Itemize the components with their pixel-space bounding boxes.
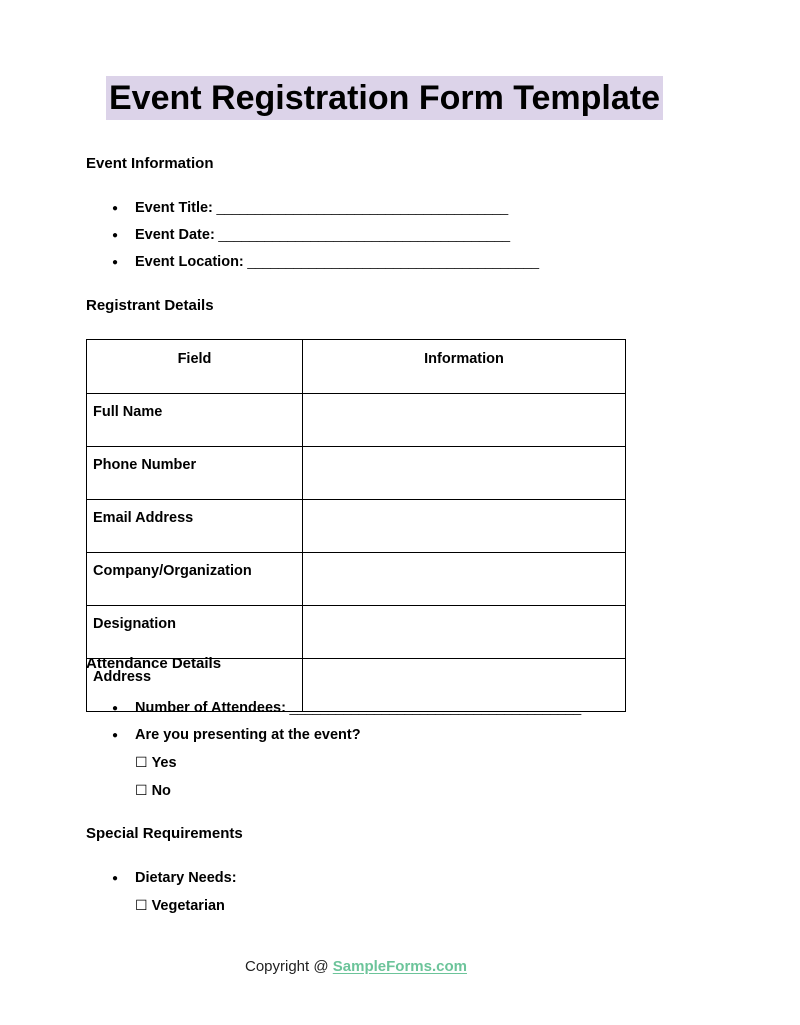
checkbox-option-no[interactable] (112, 777, 581, 805)
fill-line[interactable]: ______________________________________ (212, 200, 508, 216)
copyright-text: Copyright @ (245, 958, 333, 975)
checkbox-icon[interactable]: ☐ (135, 782, 148, 798)
checkbox-label: No (151, 783, 171, 799)
field-label: Event Location: (135, 254, 244, 270)
footer (0, 956, 800, 978)
table-cell-field: Address (87, 659, 303, 712)
list-item (112, 249, 539, 276)
section-heading-event-information: Event Information (86, 155, 214, 172)
fill-line[interactable]: ______________________________________ (243, 254, 539, 270)
column-header-field: Field (87, 340, 303, 394)
special-requirements-list (112, 865, 237, 920)
attendance-details-list (112, 695, 581, 805)
table-cell-information[interactable] (303, 606, 626, 659)
table-row (87, 553, 626, 606)
checkbox-label: Yes (151, 755, 177, 771)
checkbox-icon[interactable]: ☐ (135, 754, 148, 770)
section-heading-registrant-details: Registrant Details (86, 297, 214, 314)
table-header-row (87, 340, 626, 394)
list-item (112, 195, 539, 222)
table-cell-field: Phone Number (87, 447, 303, 500)
table-cell-field: Full Name (87, 394, 303, 447)
table-row (87, 394, 626, 447)
table-cell-field: Email Address (87, 500, 303, 553)
field-label: Are you presenting at the event? (135, 727, 361, 743)
checkbox-icon[interactable]: ☐ (135, 897, 148, 913)
table-cell-information[interactable] (303, 447, 626, 500)
list-item (112, 722, 581, 749)
table-cell-information[interactable] (303, 394, 626, 447)
fill-line[interactable]: ______________________________________ (214, 227, 510, 243)
list-item (112, 695, 581, 722)
field-label: Dietary Needs: (135, 870, 237, 886)
section-heading-attendance-details: Attendance Details (86, 655, 222, 672)
field-label: Event Date: (135, 227, 215, 243)
checkbox-option-vegetarian[interactable] (112, 892, 237, 920)
table-row (87, 606, 626, 659)
list-item (112, 865, 237, 892)
sampleforms-link[interactable]: SampleForms.com (332, 958, 467, 975)
table-cell-field: Designation (87, 606, 303, 659)
column-header-information: Information (303, 340, 626, 394)
checkbox-label: Vegetarian (151, 898, 225, 914)
table-cell-field: Company/Organization (87, 553, 303, 606)
section-heading-special-requirements: Special Requirements (86, 825, 243, 842)
list-item (112, 222, 539, 249)
field-label: Event Title: (135, 200, 213, 216)
table-row (87, 500, 626, 553)
checkbox-option-yes[interactable] (112, 749, 581, 777)
page-title: Event Registration Form Template (106, 76, 663, 120)
table-row (87, 447, 626, 500)
table-cell-information[interactable] (303, 553, 626, 606)
event-information-list (112, 195, 539, 276)
fill-line[interactable]: ______________________________________ (285, 700, 581, 716)
table-cell-information[interactable] (303, 500, 626, 553)
field-label: Number of Attendees: (135, 700, 286, 716)
